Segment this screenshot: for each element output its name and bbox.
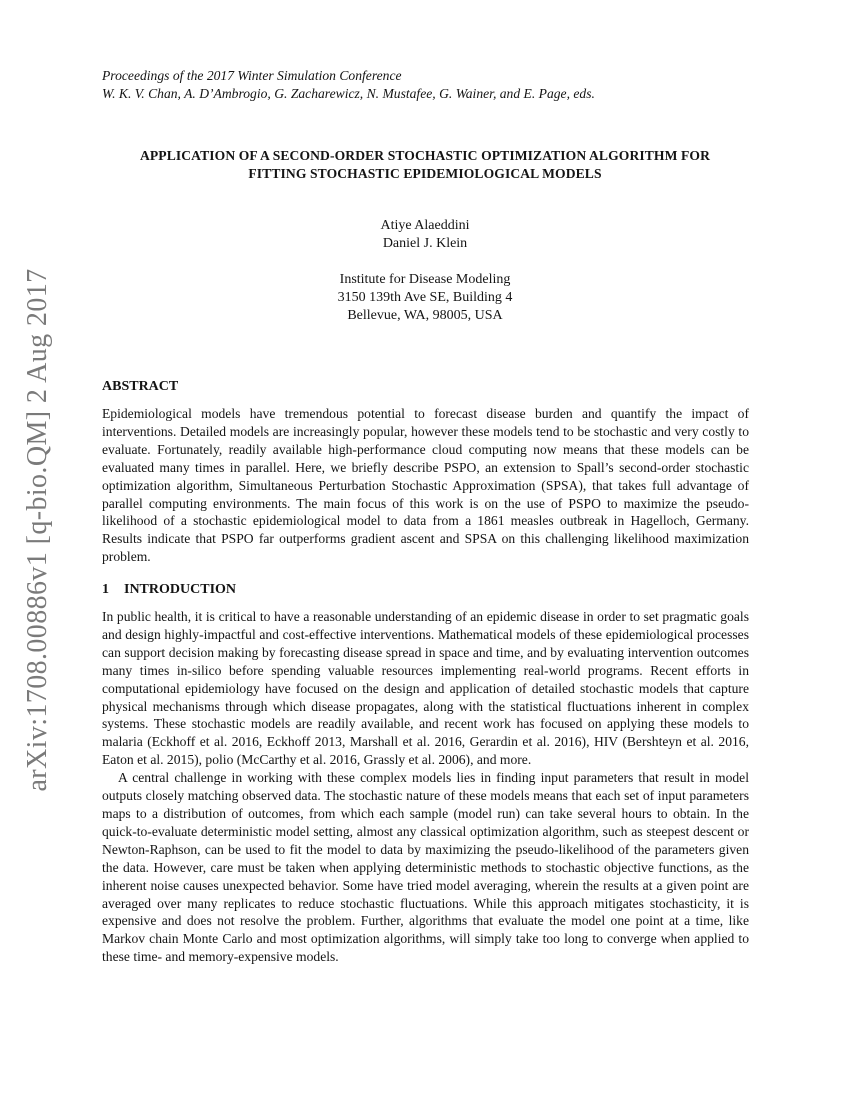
author-list [225,217,625,253]
introduction-body [102,608,749,966]
proceedings-editors: W. K. V. Chan, A. D’Ambrogio, G. Zacharewicz, N. Mustafee, G. Wainer, and E. Page, eds. [102,86,595,101]
arxiv-identifier-text: arXiv:1708.00886v1 [q-bio.QM] 2 Aug 2017 [22,268,53,792]
paper-title-line-2: FITTING STOCHASTIC EPIDEMIOLOGICAL MODELS [248,166,602,181]
body-paragraph: A central challenge in working with these complex models lies in finding input parameters that result in model outputs closely matching observed data. The stochastic nature of these models means that each set of input parameters maps to a distribution of outcomes, from which each sample (model run) can take several hours to obtain. In the quick-to-evaluate deterministic model setting, almost any classical optimization algorithm, such as steepest descent or Newton-Raphson, can be used to fit the model to data by maximizing the pseudo-likelihood of the parameters given the data. However, care must be taken when applying deterministic methods to stochastic objective functions, as the inherent noise causes unexpected behavior. Some have tried model averaging, wherein the results at a given point are averaged over many replicates to reduce stochastic fluctuations. While this approach mitigates stochasticity, it is expensive and does not resolve the problem. Further, algorithms that evaluate the model one point at a time, like Markov chain Monte Carlo and most optimization algorithms, will simply take too long to converge when applied to these time- and memory-expensive models. [102,770,749,965]
affiliation-city: Bellevue, WA, 98005, USA [347,308,503,323]
author-name: Atiye Alaeddini [380,218,470,233]
abstract-paragraph: Epidemiological models have tremendous potential to forecast disease burden and quantify the impact of interventions. Detailed models are increasingly popular, however these models tend to be stochastic and very costly to evaluate. Fortunately, readily available high-performance cloud computing now means that these models can be evaluated many times in parallel. Here, we briefly describe PSPO, an extension to Spall’s second-order stochastic optimization algorithm, Simultaneous Perturbation Stochastic Approximation (SPSA), that takes full advantage of parallel computing environments. The main focus of this work is on the use of PSPO to maximize the pseudo-likelihood of a stochastic epidemiological model to data from a 1861 measles outbreak in Hagelloch, Germany. Results indicate that PSPO far outperforms gradient ascent and SPSA on this challenging likelihood maximization problem. [102,406,749,565]
author-affiliation [225,271,625,325]
paper-title-line-1: APPLICATION OF A SECOND-ORDER STOCHASTIC OPTIMIZATION ALGORITHM FOR [139,148,711,163]
author-name: Daniel J. Klein [382,236,468,251]
affiliation-institute: Institute for Disease Modeling [339,272,511,287]
proceedings-conference: Proceedings of the 2017 Winter Simulation Conference [102,68,402,83]
affiliation-street: 3150 139th Ave SE, Building 4 [337,290,513,305]
introduction-heading [102,582,236,598]
abstract-heading: ABSTRACT [102,379,179,394]
body-paragraph: In public health, it is critical to have a reasonable understanding of an epidemic disease in order to set pragmatic goals and design highly-impactful and cost-effective interventions. Mathematical models of these epidemiological processes can support decision making by forecasting disease spread in space and time, and by evaluating intervention outcomes many times in-silico before spending valuable resources implementing real-world programs. Recent efforts in computational epidemiology have focused on the design and application of detailed stochastic models that capture physical mechanisms through which disease propagates, along with the statistical fluctuations inherent in complex systems. These stochastic models are readily available, and recent work has focused on applying these models to malaria (Eckhoff et al. 2016, Eckhoff 2013, Marshall et al. 2016, Gerardin et al. 2016), HIV (Bershteyn et al. 2016, Eaton et al. 2015), polio (McCarthy et al. 2016, Grassly et al. 2006), and more. [102,609,749,768]
proceedings-header [102,67,762,103]
paper-title [60,147,790,183]
arxiv-identifier-stamp [0,0,53,792]
abstract-body [102,405,749,566]
section-number: 1 [102,582,109,597]
section-title: INTRODUCTION [124,582,237,597]
